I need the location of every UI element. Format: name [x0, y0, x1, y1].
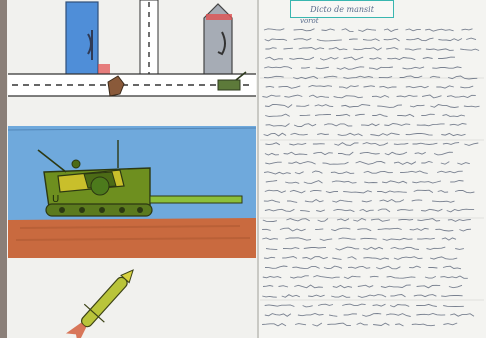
scribble-word — [265, 190, 286, 192]
scribble-word — [315, 105, 334, 107]
scribble-word — [286, 219, 309, 221]
scribble-word — [382, 181, 407, 183]
scribble-word — [428, 268, 437, 269]
scribble-word — [298, 314, 324, 316]
scribble-word — [337, 67, 365, 70]
scribble-word — [410, 105, 425, 107]
scribble-word — [343, 76, 373, 78]
scribble-word — [266, 86, 274, 87]
scribble-word — [412, 200, 423, 201]
scribble-word — [343, 191, 372, 193]
scribble-word — [395, 324, 403, 326]
scribble-word — [378, 228, 402, 229]
scribble-word — [432, 67, 461, 68]
scribble-word — [391, 247, 419, 249]
scribble-word — [457, 163, 470, 165]
scribble-word — [410, 228, 429, 230]
scribble-word — [464, 143, 478, 145]
scribble-word — [437, 171, 463, 173]
scribble-word — [299, 48, 324, 50]
scribble-word — [348, 257, 357, 260]
scribble-word — [423, 58, 433, 59]
scribble-word — [438, 191, 448, 193]
scribble-word — [301, 67, 310, 68]
scribble-word — [337, 219, 349, 221]
scribble-word — [372, 114, 387, 116]
scribble-word — [313, 276, 339, 279]
scribble-word — [338, 152, 353, 155]
scribble-word — [360, 238, 376, 239]
scribble-word — [265, 57, 283, 60]
scribble-word — [310, 190, 322, 191]
scribble-word — [417, 285, 441, 288]
scribble-word — [262, 238, 278, 240]
scribble-word — [363, 247, 383, 249]
scribble-word — [333, 209, 354, 211]
scribble-word — [262, 95, 280, 97]
scribble-word — [373, 323, 389, 325]
scribble-word — [334, 143, 358, 146]
scribble-word — [264, 29, 284, 30]
scribble-word — [353, 48, 381, 50]
scribble-word — [443, 323, 457, 325]
scribble-word — [279, 286, 289, 287]
scribble-word — [344, 57, 364, 60]
scribble-word — [421, 209, 442, 211]
scribble-word — [460, 86, 473, 88]
scribble-word — [360, 210, 374, 212]
scribble-word — [353, 219, 366, 222]
scribble-word — [264, 172, 291, 174]
scribble-word — [313, 152, 332, 154]
scribble-word — [379, 77, 392, 78]
scribble-word — [327, 323, 351, 326]
scribble-word — [308, 295, 325, 296]
scribble-word — [336, 247, 360, 250]
scribble-word — [455, 249, 464, 250]
scribble-word — [380, 200, 404, 202]
scribble-word — [400, 76, 423, 78]
scribble-word — [303, 306, 313, 307]
scribble-word — [318, 219, 328, 222]
scribble-word — [376, 266, 400, 269]
scribble-word — [384, 124, 410, 126]
scribble-word — [264, 67, 292, 69]
scribble-word — [315, 114, 331, 115]
scribble-word — [370, 276, 379, 277]
scribble-word — [383, 238, 413, 240]
handwritten-caption: Dicto de mansit — [290, 0, 394, 18]
scribble-word — [326, 192, 338, 193]
scribble-word — [417, 219, 440, 221]
scribble-word — [263, 286, 273, 287]
scribble-word — [265, 162, 281, 164]
scribble-word — [377, 105, 402, 107]
scribble-word — [416, 304, 437, 306]
scribble-word — [304, 247, 326, 248]
scribble-word — [264, 200, 280, 202]
scribble-word — [291, 133, 308, 135]
scribble-word — [390, 305, 409, 307]
scribble-word — [363, 143, 388, 146]
scribble-word — [265, 314, 291, 317]
scribble-word — [322, 29, 335, 31]
scribble-word — [336, 114, 350, 116]
scribble-word — [403, 67, 425, 69]
scribble-word — [284, 152, 308, 155]
scribble-word — [378, 209, 390, 212]
scribble-word — [426, 49, 454, 51]
scribble-word — [443, 115, 465, 117]
scribble-word — [425, 29, 453, 31]
scribble-word — [316, 210, 325, 212]
scribble-word — [430, 257, 457, 259]
scribble-word — [358, 285, 373, 287]
scribble-word — [266, 124, 290, 127]
scribble-word — [441, 162, 450, 165]
scribble-word — [312, 323, 322, 326]
scribble-word — [438, 57, 455, 58]
scribble-word — [438, 39, 462, 41]
scribble-word — [356, 162, 386, 165]
scribble-word — [315, 229, 323, 230]
scribble-word — [265, 143, 279, 145]
scribble-word — [369, 67, 393, 69]
scribble-word — [364, 86, 375, 87]
scribble-word — [332, 181, 357, 183]
scribble-word — [390, 295, 405, 297]
scribble-word — [264, 133, 287, 136]
scribble-word — [372, 96, 389, 98]
scribble-word — [406, 29, 421, 31]
scribble-word — [357, 229, 371, 231]
scribble-word — [320, 58, 338, 61]
scribble-word — [397, 95, 418, 97]
scribble-word — [285, 238, 311, 240]
scribble-word — [450, 314, 474, 317]
scribble-word — [370, 58, 382, 60]
scribble-word — [430, 76, 440, 77]
scribble-word — [341, 105, 370, 108]
scribble-word — [449, 285, 462, 287]
scribble-word — [447, 95, 476, 97]
scribble-word — [333, 285, 352, 287]
scribble-word — [386, 48, 398, 50]
scribble-word — [288, 162, 315, 165]
scribble-word — [300, 211, 310, 212]
scribble-word — [377, 191, 407, 193]
scribble-word — [309, 95, 329, 97]
scribble-word — [413, 143, 438, 144]
scribble-word — [265, 266, 287, 268]
scribble-word — [412, 324, 435, 326]
scribble-word — [294, 38, 312, 40]
scribble-word — [363, 258, 389, 260]
scribble-word — [361, 124, 379, 126]
scribble-word — [338, 238, 355, 239]
scribble-word — [460, 49, 479, 51]
scribble-word — [427, 247, 446, 249]
scribble-word — [344, 314, 357, 315]
scribble-word — [263, 277, 282, 278]
scribble-word — [289, 57, 314, 59]
scribble-word — [443, 306, 464, 307]
scribble-word — [334, 96, 363, 98]
scribble-word — [342, 29, 354, 32]
scribble-word — [434, 152, 453, 155]
scribble-word — [373, 304, 386, 306]
scribble-word — [384, 38, 400, 41]
scribble-word — [295, 324, 306, 325]
scribble-word — [364, 171, 393, 173]
scribble-word — [362, 314, 381, 317]
scribble-word — [332, 200, 352, 202]
scribble-word — [294, 124, 316, 127]
scribble-word — [339, 86, 359, 89]
scribble-word — [282, 295, 300, 298]
scribble-word — [358, 29, 376, 31]
scribble-word — [394, 143, 408, 144]
scribble-word — [318, 304, 333, 305]
scribble-word — [406, 133, 433, 135]
scribble-word — [412, 181, 441, 183]
handwritten-subtitle: vorot — [300, 17, 319, 25]
scribble-word — [320, 239, 333, 241]
scribble-word — [371, 219, 390, 221]
scribble-word — [316, 67, 329, 69]
scribble-word — [421, 162, 432, 164]
scribble-word — [425, 276, 436, 278]
scribble-word — [262, 324, 286, 326]
scribble-word — [355, 114, 365, 115]
scribble-word — [422, 95, 441, 98]
scribble-word — [344, 276, 361, 278]
scribble-word — [331, 172, 354, 174]
scribble-word — [305, 200, 324, 202]
scribble-word — [442, 238, 456, 240]
scribble-word — [462, 29, 473, 30]
scribble-word — [279, 86, 301, 88]
scribble-word — [263, 220, 277, 222]
scribble-word — [409, 266, 421, 268]
scribble-word — [302, 257, 327, 260]
scribble-word — [332, 258, 341, 259]
scribble-word — [432, 201, 454, 202]
scribble-word — [370, 133, 399, 136]
scribble-word — [342, 304, 365, 305]
scribble-word — [317, 134, 329, 135]
scribble-word — [416, 314, 445, 316]
scribble-word — [349, 39, 358, 40]
scribble-word — [331, 296, 350, 298]
scribble-word — [443, 143, 459, 145]
scribble-word — [464, 106, 480, 107]
scribble-word — [280, 228, 306, 231]
scribble-word — [265, 114, 290, 116]
scribble-word — [459, 229, 471, 231]
scribble-word — [295, 172, 304, 174]
scribble-word — [415, 152, 426, 154]
scribble-word — [448, 76, 477, 79]
scribble-word — [441, 296, 462, 297]
scribble-word — [265, 39, 287, 41]
scribble-word — [430, 105, 458, 108]
scribble-word — [362, 201, 372, 202]
scribble-word — [304, 181, 323, 184]
scribble-word — [417, 238, 435, 239]
scribble-word — [292, 266, 319, 268]
scribble-word — [329, 48, 348, 50]
scribble-word — [397, 210, 413, 211]
scribble-word — [265, 105, 292, 108]
scribble-word — [398, 219, 413, 220]
scribble-word — [384, 29, 398, 32]
scribble-word — [331, 228, 350, 230]
scribble-word — [265, 48, 276, 49]
scribble-word — [394, 257, 423, 260]
scribble-word — [324, 124, 352, 126]
scribble-word — [400, 171, 428, 173]
scribble-word — [379, 86, 396, 88]
scribble-word — [397, 114, 414, 116]
scribble-word — [405, 49, 421, 50]
scribble-word — [266, 249, 277, 250]
scribble-word — [450, 181, 463, 183]
scribble-word — [308, 86, 332, 88]
scribble-word — [262, 296, 277, 297]
scribble-word — [265, 305, 295, 307]
scribble-word — [394, 162, 416, 165]
scribble-word — [443, 266, 461, 269]
scribble-word — [450, 124, 467, 126]
scribble-word — [296, 105, 309, 106]
scribble-word — [265, 209, 295, 211]
scribble-word — [329, 315, 337, 316]
scribble-word — [406, 86, 429, 88]
scribble-word — [294, 29, 315, 31]
scribble-word — [417, 124, 445, 126]
scribble-word — [387, 58, 415, 60]
scribble-word — [324, 266, 342, 268]
scribble-word — [360, 152, 380, 154]
scribble-word — [312, 171, 322, 173]
scribble-word — [317, 40, 342, 41]
scribble-word — [447, 209, 474, 212]
scribble-word — [285, 182, 299, 183]
scribble-word — [466, 38, 476, 40]
scribble-word — [283, 248, 299, 249]
scribble-word — [421, 114, 434, 115]
svg-text:U: U — [52, 194, 60, 205]
scribble-word — [406, 38, 433, 41]
scribble-word — [440, 276, 467, 278]
scribble-word — [435, 229, 453, 231]
scribble-word — [289, 143, 306, 145]
scribble-word — [386, 314, 411, 317]
scribble-word — [381, 285, 411, 288]
scribble-word — [264, 76, 284, 78]
scribble-word — [324, 76, 337, 77]
scribble-word — [290, 190, 306, 193]
scribble-word — [338, 133, 363, 136]
scribble-word — [358, 295, 386, 298]
scribble-word — [266, 181, 277, 183]
scribble-word — [294, 285, 323, 288]
scribble-word — [436, 86, 454, 88]
scribble-word — [441, 133, 465, 135]
scribble-word — [265, 153, 279, 155]
scribble-word — [323, 162, 349, 164]
scribble-word — [287, 201, 297, 203]
scribble-word — [385, 152, 407, 155]
scribble-word — [414, 190, 433, 192]
scribble-word — [264, 257, 275, 258]
scribble-word — [364, 182, 377, 183]
scribble-word — [455, 190, 474, 192]
scribble-word — [262, 229, 271, 230]
scribble-word — [290, 276, 309, 278]
scribble-word — [284, 48, 293, 49]
scribble-word — [282, 257, 297, 259]
scribble-word — [293, 76, 318, 79]
scribble-word — [414, 295, 437, 297]
scribble-word — [348, 266, 370, 268]
scribble-word — [357, 323, 368, 325]
scribble-word — [387, 276, 416, 278]
scribble-word — [448, 220, 471, 222]
scribble-word — [284, 95, 302, 97]
scribble-word — [363, 39, 380, 41]
